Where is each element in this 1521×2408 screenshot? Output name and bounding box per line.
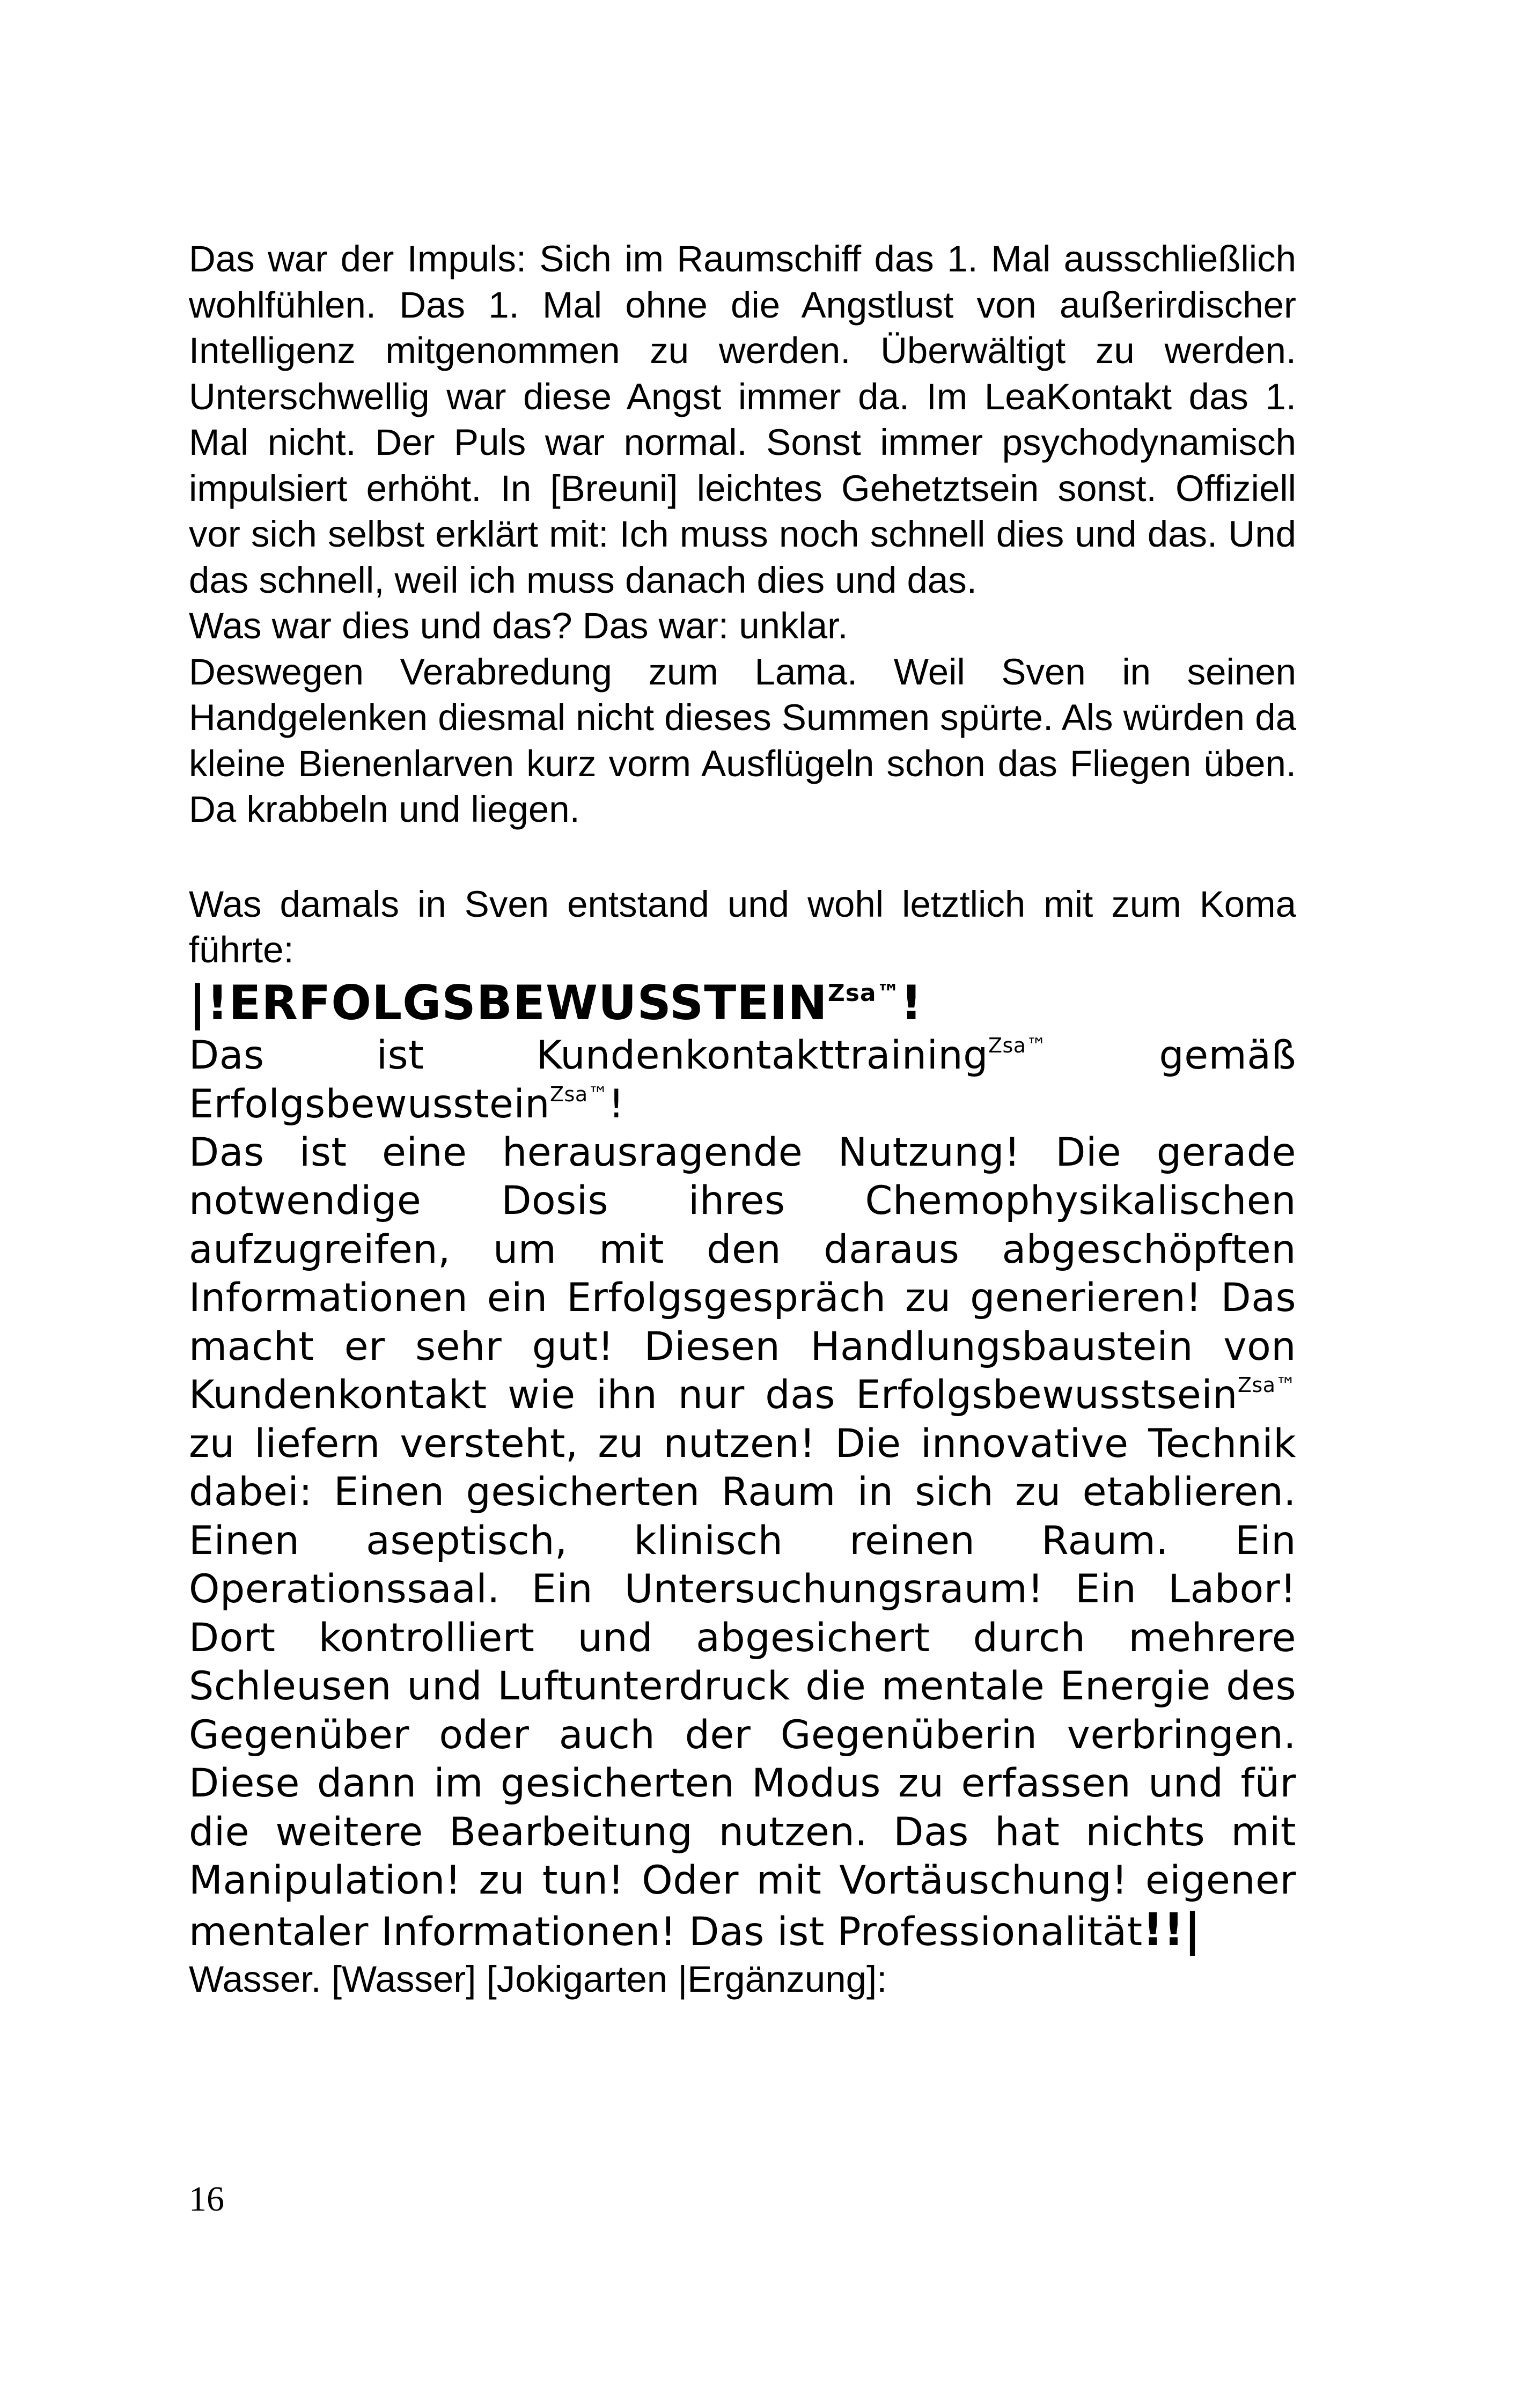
body-part-1: Das ist eine herausragende Nutzung! Die gerade notwendige Dosis ihres Chemophysikalischen aufzugreifen, um mit den daraus abgeschöpften Informationen ein Erfolgsgespräch zu generieren! Das macht er sehr gut! Diesen Handlungsbaustein von Kundenkontakt wie ihn nur das Erfolgsbewusstsein [189, 1129, 1296, 1418]
paragraph-lead-in: Was damals in Sven entstand und wohl letztlich mit zum Koma führte: [189, 883, 1296, 970]
paragraph-impuls: Das war der Impuls: Sich im Raumschiff das 1. Mal ausschließlich wohlfühlen. Das 1. Mal ohne die Angstlust von außerirdischer Intelligenz mitgenommen zu werden. Überwältigt zu werden. Unterschwellig war diese Angst immer da. Im LeaKontakt das 1. Mal nicht. Der Puls war normal. Sonst immer psychodynamisch impulsiert erhöht. In [Breuni] leichtes Gehetztsein sonst. Offiziell vor sich selbst erklärt mit: Ich muss noch schnell dies und das. Und das schnell, weil ich muss danach dies und das. [189, 238, 1296, 601]
paragraph-closing: Wasser. [Wasser] [Jokigarten |Ergänzung]: [189, 1958, 887, 2000]
subtitle-part-2: gemäß [1159, 1032, 1296, 1078]
page-content [189, 236, 1296, 2002]
body-part-2: zu liefern versteht, zu nutzen! Die innovative Technik dabei: Einen gesicherten Raum in sich zu etablieren. Einen aseptisch, klinisch reinen Raum. Ein Operationssaal. Ein Untersuchungsraum! Ein Labor! Dort kontrolliert und abgesichert durch mehrere Schleusen und Luftunterdruck die mentale Energie des Gegenüber oder auch der Gegenüberin verbringen. Diese dann im gesicherten Modus zu erfassen und für die weitere Bearbeitung nutzen. Das hat nichts mit Manipulation! zu tun! Oder mit Vortäuschung! eigener mentaler Informationen! Das ist Professionalität [189, 1420, 1296, 1955]
paragraph-lama: Deswegen Verabredung zum Lama. Weil Sven in seinen Handgelenken diesmal nicht dieses Summen spürte. Als würden da kleine Bienenlarven kurz vorm Ausflügeln schon das Fliegen üben. Da krabbeln und liegen. [189, 651, 1296, 830]
heading-end: ! [900, 975, 923, 1030]
paragraph-dies-und-das: Was war dies und das? Das war: unklar. [189, 605, 848, 646]
page-number: 16 [189, 2179, 224, 2219]
subtitle-part-3: Erfolgsbewusstein [189, 1081, 550, 1127]
section-heading [189, 975, 1296, 1031]
heading-text: |!ERFOLGSBEWUSSTEIN [189, 975, 828, 1030]
subtitle-part-4: ! [608, 1081, 624, 1127]
subtitle-trademark-2: Zsa™ [550, 1082, 609, 1106]
body-trademark: Zsa™ [1237, 1373, 1296, 1397]
subtitle-trademark-1: Zsa™ [988, 1033, 1047, 1057]
subtitle-line-2 [189, 1080, 1296, 1129]
body-end-mark: !!| [1142, 1903, 1201, 1956]
subtitle-line-1 [189, 1031, 1296, 1080]
paragraph-gap [189, 833, 1296, 881]
subtitle-part-1: Das ist Kundenkontakttraining [189, 1032, 988, 1078]
heading-trademark: Zsa™ [827, 979, 901, 1007]
body-paragraph [189, 1129, 1296, 1957]
